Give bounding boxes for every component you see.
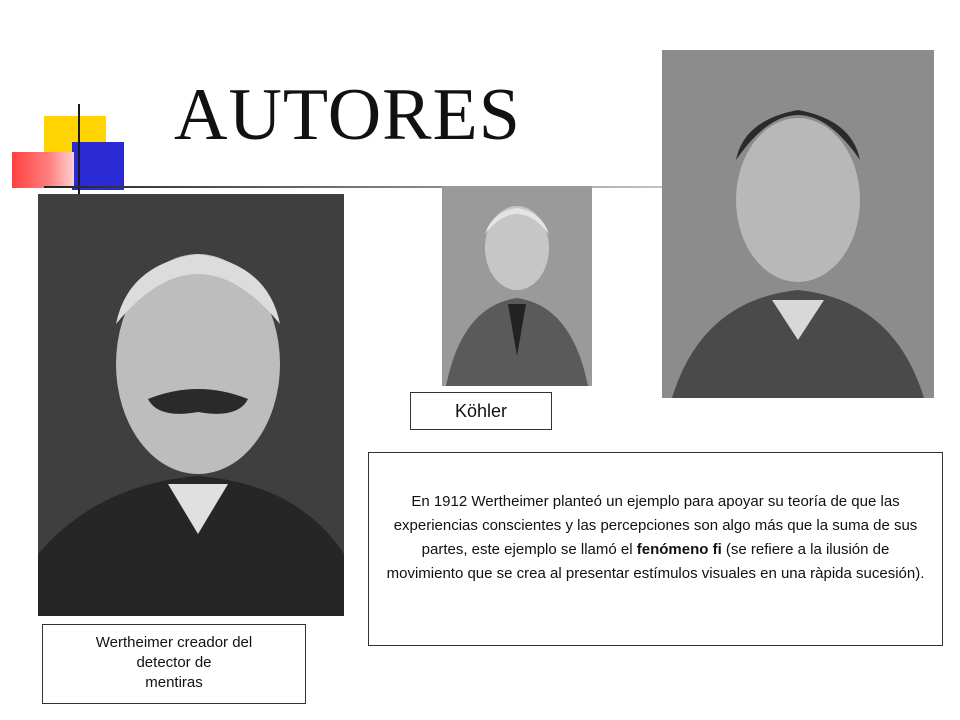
kohler-caption: Köhler <box>410 392 552 430</box>
wertheimer-caption-line-2: detector de <box>136 654 212 671</box>
wertheimer-caption-line-1: Wertheimer creador del <box>95 634 253 651</box>
koffka-portrait-photo <box>662 50 934 398</box>
decor-red-square <box>12 152 74 188</box>
kohler-portrait-photo <box>442 186 592 386</box>
portrait-photo-icon <box>442 186 592 386</box>
description-text-after: (se refiere a la ilusión de movimiento que se crea al presentar estímulos visuales en una ràpida sucesión). <box>386 541 925 582</box>
wertheimer-caption <box>42 624 306 704</box>
description-highlight-term: fenómeno fi <box>636 541 722 558</box>
wertheimer-caption-line-3: mentiras <box>145 674 203 691</box>
slide-title: AUTORES <box>174 74 521 156</box>
phi-phenomenon-description <box>368 452 943 646</box>
wertheimer-portrait-photo <box>38 194 344 616</box>
decor-vertical-line <box>78 104 80 194</box>
portrait-photo-icon <box>38 194 344 616</box>
portrait-photo-icon <box>662 50 934 398</box>
description-text-before: En 1912 Wertheimer planteó un ejemplo para apoyar su teoría de que las experiencias conscientes y las percepciones son algo más que la suma de sus partes, este ejemplo se llamó el <box>393 493 918 558</box>
